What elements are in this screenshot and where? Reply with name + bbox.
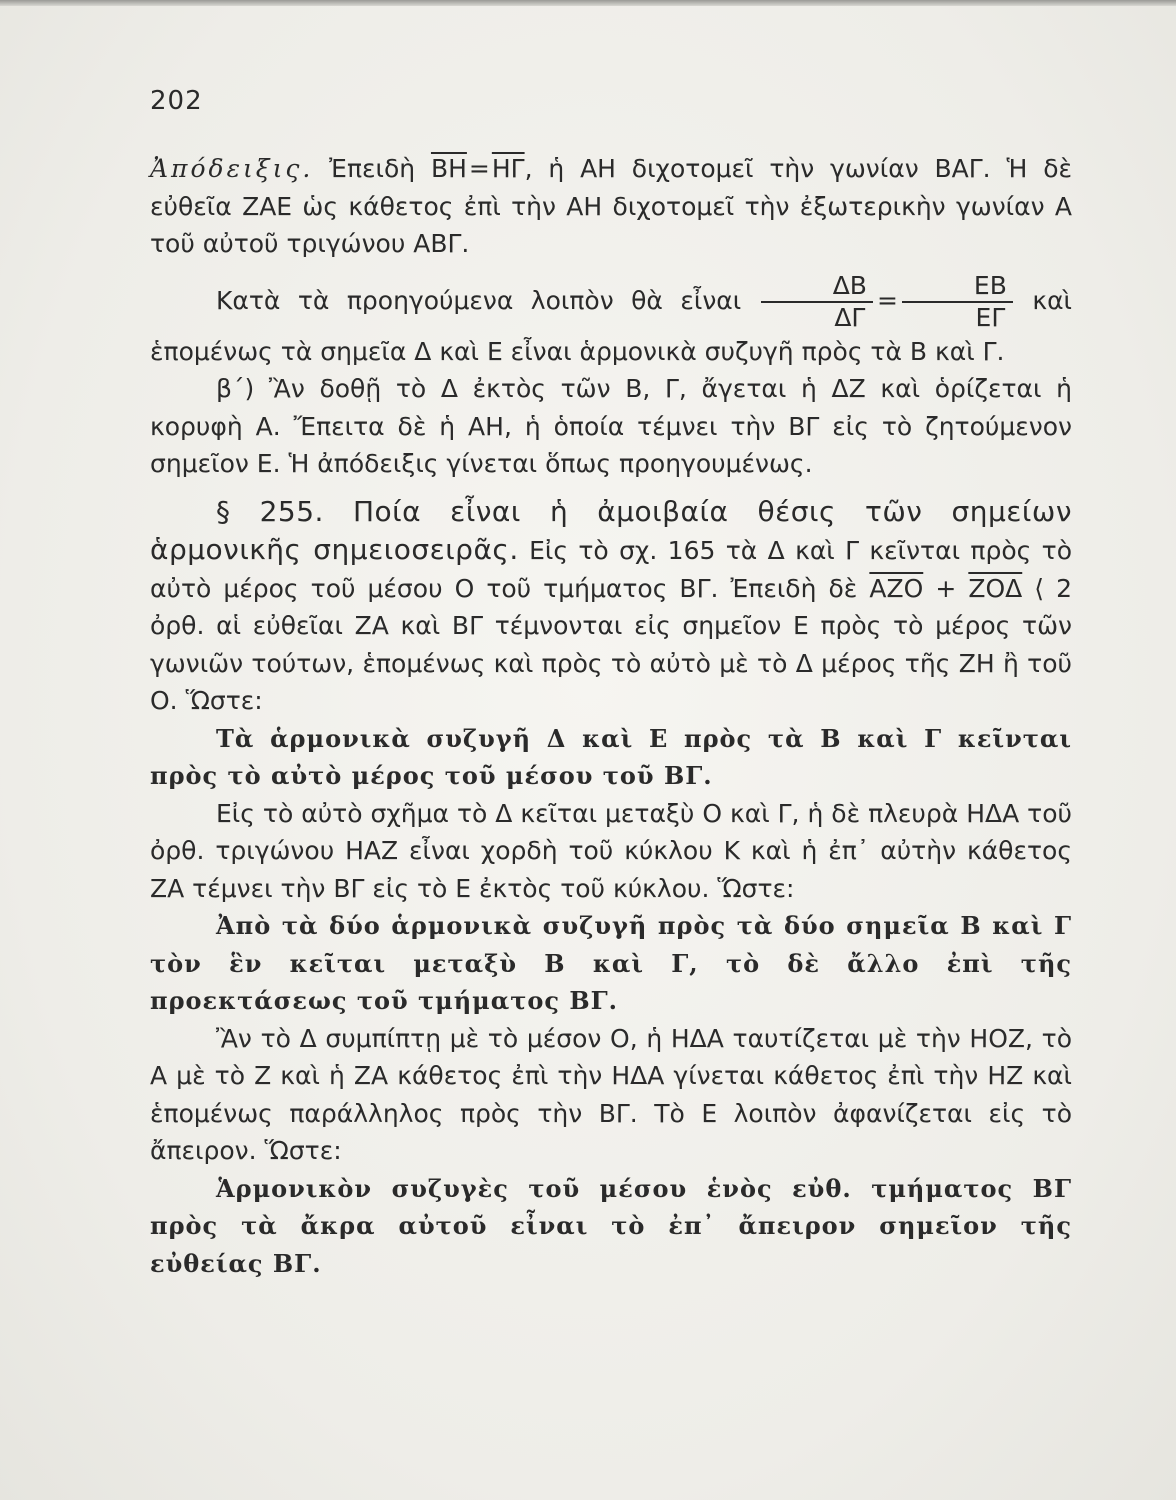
fraction-eb-eg xyxy=(902,271,1013,333)
paragraph-2: Εἰς τὸ αὐτὸ σχῆμα τὸ Δ κεῖται μεταξὺ Ο καὶ Γ, ἡ δὲ πλευρὰ ΗΔΑ τοῦ ὀρθ. τριγώνου ΗΑΖ εἶναι χορδὴ τοῦ κύκλου Κ καὶ ἡ ἐπ᾽ αὐτὴν κάθετος ΖΑ τέμνει τὴν ΒΓ εἰς τὸ Ε ἐκτὸς τοῦ κύκλου. Ὥστε: xyxy=(150,798,1072,903)
arc-zod: $\overline{ZO\Delta}$ xyxy=(968,573,1023,603)
proof-text-rest: , ἡ ΑΗ διχοτομεῖ τὴν γωνίαν ΒΑΓ. Ἡ δὲ εὐθεῖα ΖΑΕ ὡς κάθετος ἐπὶ τὴν ΑΗ διχοτομεῖ τὴν ἐξωτερικὴν γωνίαν Α τοῦ αὐτοῦ τριγώνου ΑΒΓ. xyxy=(150,154,1072,258)
theorem-1: Τὰ ἁρμονικὰ συζυγῆ Δ καὶ Ε πρὸς τὰ Β καὶ Γ κεῖνται πρὸς τὸ αὐτὸ μέρος τοῦ μέσου τοῦ ΒΓ. xyxy=(150,723,1072,790)
arc-azo: $\overline{AZO}$ xyxy=(869,573,924,603)
page-body xyxy=(150,150,1072,1282)
paragraph-3: Ἂν τὸ Δ συμπίπτῃ μὲ τὸ μέσον Ο, ἡ ΗΔΑ ταυτίζεται μὲ τὴν ΗΟΖ, τὸ Α μὲ τὸ Ζ καὶ ἡ ΖΑ κάθετος ἐπὶ τὴν ΗΔΑ γίνεται κάθετος ἐπὶ τὴν ΗΖ καὶ ἑπομένως παράλληλος πρὸς τὴν ΒΓ. Τὸ Ε λοιπὸν ἀφανίζεται εἰς τὸ ἄπειρον. Ὥστε: xyxy=(150,1023,1072,1165)
fraction-numerator: ΔΒ xyxy=(761,271,873,303)
arc-bh: $\overline{BH}$ xyxy=(430,154,467,183)
fraction-numerator: ΕΒ xyxy=(902,271,1013,303)
proof-text-start: Ἐπειδὴ xyxy=(313,154,431,183)
proof-paragraph xyxy=(150,150,1072,263)
ratio-text-after: καὶ ἑπομένως τὰ σημεῖα Δ καὶ Ε εἶναι ἁρμονικὰ συζυγῆ πρὸς τὰ Β καὶ Γ. xyxy=(150,285,1073,366)
ratio-text-before: Κατὰ τὰ προηγούμενα λοιπὸν θὰ εἶναι xyxy=(216,285,759,315)
fraction-denominator: ΔΓ xyxy=(834,302,866,332)
ratio-paragraph xyxy=(150,271,1072,371)
arc-hg: $\overline{H\Gamma}$ xyxy=(491,154,525,183)
case-b-paragraph: β΄) Ἂν δοθῇ τὸ Δ ἐκτὸς τῶν Β, Γ, ἄγεται ἡ ΔΖ καὶ ὁρίζεται ἡ κορυφὴ Α. Ἔπειτα δὲ ἡ ΑΗ, ἡ ὁποία τέμνει τὴν ΒΓ εἰς τὸ ζητούμενον σημεῖον Ε. Ἡ ἀπόδειξις γίνεται ὅπως προηγουμένως. xyxy=(150,374,1072,478)
section-255-paragraph xyxy=(150,493,1072,720)
ratio-equals: = xyxy=(876,285,898,315)
page-number: 202 xyxy=(150,86,203,116)
section-text-1: Εἰς τὸ σχ. 165 τὰ Δ καὶ Γ κεῖνται πρὸς τὸ αὐτὸ μέρος τοῦ μέσου Ο τοῦ τμήματος ΒΓ. Ἐπειδὴ δὲ xyxy=(150,536,1072,603)
plus-sign: + xyxy=(923,573,969,603)
section-heading: § 255. Ποία εἶναι ἡ ἀμοιβαία θέσις τῶν σημείων ἁρμονικῆς σημειοσειρᾶς. xyxy=(150,494,1072,566)
page-top-edge xyxy=(0,0,1176,6)
theorem-3: Ἁρμονικὸν συζυγὲς τοῦ μέσου ἑνὸς εὐθ. τμήματος ΒΓ πρὸς τὰ ἄκρα αὐτοῦ εἶναι τὸ ἐπ᾽ ἄπειρον σημεῖον τῆς εὐθείας ΒΓ. xyxy=(150,1173,1072,1278)
fraction-db-dg xyxy=(761,271,873,333)
theorem-2: Ἀπὸ τὰ δύο ἁρμονικὰ συζυγῆ πρὸς τὰ δύο σημεῖα Β καὶ Γ τὸν ἓν κεῖται μεταξὺ Β καὶ Γ, τὸ δὲ ἄλλο ἐπὶ τῆς προεκτάσεως τοῦ τμήματος ΒΓ. xyxy=(150,911,1072,1015)
equals-sign: = xyxy=(468,154,490,183)
section-text-2: ⟨ 2 ὀρθ. αἱ εὐθεῖαι ΖΑ καὶ ΒΓ τέμνονται εἰς σημεῖον Ε πρὸς τὸ μέρος τῶν γωνιῶν τούτων, ἑπομένως καὶ πρὸς τὸ αὐτὸ μὲ τὸ Δ μέρος τῆς ΖΗ ἢ τοῦ Ο. Ὥστε: xyxy=(150,573,1072,715)
fraction-denominator: ΕΓ xyxy=(975,302,1006,332)
proof-title: Ἀπόδειξις. xyxy=(150,154,314,183)
